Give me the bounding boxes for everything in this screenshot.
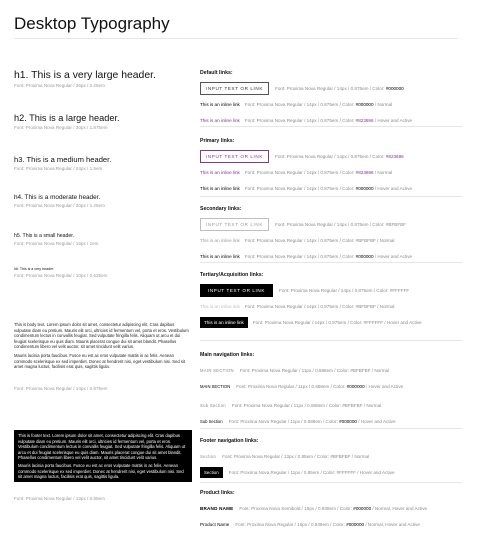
section-divider bbox=[200, 126, 462, 127]
secondary-inline-link[interactable]: This is an inline link bbox=[200, 238, 240, 243]
secondary-inline-link-hover[interactable]: This is an inline link bbox=[200, 254, 240, 259]
body-paragraph: Mauris lacinia porta faucibus. Fusce eu est ac eros vulputate mattis in ac felis. Aenean commodo scelerisque ex sed imperdiet. Donec at hendrerit nisi, eget vestibulum nisi. Sed sit amet magna luctus, facilisis erat quis, sagittis ligula. bbox=[14, 352, 186, 370]
section-title: Product links: bbox=[200, 490, 235, 496]
default-inline-link[interactable]: This is an inline link bbox=[200, 102, 240, 107]
footer-text-sample bbox=[14, 430, 192, 482]
link-spec: Font: Proxima Nova Regular / 14px / 0.875em / Color: #BFBFBF bbox=[275, 222, 406, 227]
h2-sample bbox=[14, 113, 120, 130]
link-spec: Font: Proxima Nova Semibold / 15px / 0.938em / Color: #000000 / Normal, Hover and Active bbox=[239, 506, 428, 511]
section-title: Tertiary/Acquisition links: bbox=[200, 272, 264, 278]
h3-spec: Font: Proxima Nova Regular / 24px / 1.5em bbox=[14, 166, 103, 171]
link-spec: Font: Proxima Nova Regular / 14px / 0.875em / Color: #823696 / Normal bbox=[244, 170, 393, 175]
link-spec: Font: Proxima Nova Regular / 14px / 0.875em / Color: #823696 / Hover and Active bbox=[244, 118, 413, 123]
section-title: Main navigation links: bbox=[200, 352, 255, 358]
tertiary-link-button[interactable]: INPUT TEXT OR LINK bbox=[200, 284, 273, 297]
main-nav-link[interactable]: MAIN SECTION bbox=[200, 368, 234, 373]
secondary-link-button[interactable]: INPUT TEXT OR LINK bbox=[200, 218, 269, 231]
tertiary-inline-link-hover[interactable]: This is an inline link bbox=[200, 317, 248, 328]
link-row bbox=[200, 364, 462, 377]
page-title: Desktop Typography bbox=[14, 14, 170, 33]
body-text-spec: Font: Proxima Nova Regular / 14px / 0.875em bbox=[14, 386, 108, 391]
h2-spec: Font: Proxima Nova Regular / 30px / 1.875em bbox=[14, 125, 108, 130]
link-row bbox=[200, 166, 462, 179]
product-links-section bbox=[200, 490, 462, 534]
link-spec: Font: Proxima Nova Regular / 14px / 0.875em / Color: #BFBFBF / Normal bbox=[244, 304, 395, 309]
section-divider bbox=[200, 482, 462, 483]
h5-sample bbox=[14, 233, 99, 246]
link-spec: Font: Proxima Nova Regular / 14px / 0.875em / Color: #000000 / Normal bbox=[244, 102, 393, 107]
link-spec: Font: Proxima Nova Regular / 14px / 0.875em / Color: #000000 bbox=[275, 86, 404, 91]
h1-spec: Font: Proxima Nova Regular / 36px / 2.25em bbox=[14, 83, 105, 88]
h1-text: h1. This is a very large header. bbox=[14, 70, 156, 81]
link-spec: Font: Proxima Nova Regular / 14px / 0.875em / Color: #823696 bbox=[275, 154, 404, 159]
h6-spec: Font: Proxima Nova Regular / 10px / 0.625em bbox=[14, 273, 108, 278]
h5-spec: Font: Proxima Nova Regular / 16px / 1em bbox=[14, 241, 99, 246]
primary-link-button[interactable]: INPUT TEXT OR LINK bbox=[200, 150, 269, 163]
section-title: Primary links: bbox=[200, 138, 235, 144]
link-row bbox=[200, 82, 462, 95]
h4-text: h4. This is a moderate header. bbox=[14, 194, 101, 201]
tertiary-inline-link[interactable]: This is an inline link bbox=[200, 304, 240, 309]
main-nav-links-section bbox=[200, 352, 462, 431]
secondary-links-section bbox=[200, 206, 462, 266]
link-spec: Font: Proxima Nova Regular / 14px / 0.875em / Color: #FFFFFF / Hover and Active bbox=[252, 320, 422, 325]
primary-links-section bbox=[200, 138, 462, 198]
section-title: Footer navigation links: bbox=[200, 438, 259, 444]
h6-sample bbox=[14, 267, 107, 278]
link-row bbox=[200, 380, 462, 393]
link-spec: Font: Proxima Nova Regular / 14px / 0.875em / Color: #000000 / Hover and Active bbox=[244, 254, 413, 259]
primary-inline-link-hover[interactable]: This is an inline link bbox=[200, 186, 240, 191]
link-spec: Font: Proxima Nova Regular / 11px / 0.688em / Color: #000000 / Hover and Active bbox=[228, 419, 396, 424]
section-title: Default links: bbox=[200, 70, 233, 76]
link-row bbox=[200, 150, 462, 163]
link-spec: Font: Proxima Nova Regular / 14px / 0.875em / Color: #FFFFFF bbox=[279, 288, 410, 293]
section-divider bbox=[200, 196, 462, 197]
tertiary-links-section bbox=[200, 272, 462, 332]
primary-inline-link[interactable]: This is an inline link bbox=[200, 170, 240, 175]
section-divider bbox=[200, 428, 462, 429]
section-divider bbox=[200, 262, 462, 263]
body-text-sample bbox=[14, 322, 192, 373]
h5-text: h5. This is a small header. bbox=[14, 233, 75, 239]
link-spec: Font: Proxima Nova Regular / 11px / 0.85em / Color: #FFFFFF / Hover and Active bbox=[228, 470, 395, 475]
default-link-button[interactable]: INPUT TEXT OR LINK bbox=[200, 82, 269, 95]
h3-text: h3. This is a medium header. bbox=[14, 155, 112, 164]
link-row bbox=[200, 98, 462, 111]
body-paragraph: This is body text. Lorem ipsum dolor sit amet, consectetur adipiscing elit. Cras dapibus vulputate diam eu pretium. Mauris elit orci, ultricies id fermentum vel, porta et eros. Vestibulum condimentum lectus in convallis feugiat. Sed vulputate fringilla felis. Aliquam ut arcu et dui feugiat scelerisque eu quis diam. Mauris placerat congue dui sit amet blandit. Phasellus condimentum libero vel velit auctor, sit amet tincidunt velit varius. bbox=[14, 322, 189, 350]
link-row bbox=[200, 415, 462, 428]
footer-nav-link[interactable]: Section bbox=[200, 454, 217, 459]
link-spec: Font: Proxima Nova Regular / 15px / 0.938em / Color: #000000 / Normal, Hover and Active bbox=[235, 522, 420, 527]
link-row bbox=[200, 518, 462, 531]
h4-spec: Font: Proxima Nova Regular / 20px / 1.25em bbox=[14, 203, 105, 208]
default-links-section bbox=[200, 70, 462, 130]
link-row bbox=[200, 466, 462, 479]
title-divider bbox=[14, 38, 458, 39]
link-row bbox=[200, 300, 462, 313]
link-row bbox=[200, 450, 462, 463]
link-row bbox=[200, 218, 462, 231]
link-spec: Font: Proxima Nova Regular / 11px / 0.688em / Color: #000000 / Hover and Active bbox=[236, 384, 404, 389]
h4-sample bbox=[14, 194, 105, 208]
sub-nav-link[interactable]: Sub Section bbox=[200, 403, 226, 408]
link-spec: Font: Proxima Nova Regular / 11px / 0.688em / Color: #BFBFBF / Normal bbox=[239, 368, 390, 373]
footer-nav-links-section bbox=[200, 438, 462, 482]
footer-paragraph: This is footer text. Lorem ipsum dolor sit amet, consectetur adipiscing elit. Cras dapibus vulputate diam eu pretium. Mauris elit orci, ultricies id fermentum vel, porta et eros. Vestibulum condimentum lectus in convallis feugiat. Sed vulputate fringilla felis. Aliquam ut arcu et dui feugiat scelerisque eu quis diam. Mauris placerat congue dui sit amet blandit. Phasellus condimentum libero vel velit auctor, sit amet tincidunt velit varius. bbox=[18, 433, 186, 461]
product-name-link[interactable]: Product Name bbox=[200, 522, 230, 527]
default-inline-link-hover[interactable]: This is an inline link bbox=[200, 118, 240, 123]
brand-name-link[interactable]: BRAND NAME bbox=[200, 506, 234, 511]
link-row bbox=[200, 234, 462, 247]
link-spec: Font: Proxima Nova Regular / 14px / 0.875em / Color: #BFBFBF / Normal bbox=[244, 238, 395, 243]
link-spec: Font: Proxima Nova Regular / 13px / 0.85em / Color: #BFBFBF / Normal bbox=[222, 454, 370, 459]
sub-nav-link-hover[interactable]: Sub Section bbox=[200, 419, 223, 424]
footer-nav-link-hover[interactable]: Section bbox=[200, 467, 223, 478]
h6-text: h6. This is a very header. bbox=[14, 267, 55, 271]
footer-paragraph: Mauris lacinia porta faucibus. Fusce eu est ac eros vulputate mattis in ac felis. Aenean commodo scelerisque ex sed imperdiet. Donec at hendrerit nisi, eget vestibulum nisi. Sed sit amet magna luctus, facilisis erat quis, sagittis ligula. bbox=[18, 462, 184, 480]
link-spec: Font: Proxima Nova Regular / 14px / 0.875em / Color: #000000 / Hover and Active bbox=[244, 186, 413, 191]
footer-text-spec: Font: Proxima Nova Regular / 13px / 0.85em bbox=[14, 496, 105, 501]
section-divider bbox=[200, 340, 462, 341]
link-row bbox=[200, 502, 462, 515]
h2-text: h2. This is a large header. bbox=[14, 113, 120, 123]
link-row bbox=[200, 399, 462, 412]
main-nav-link-hover[interactable]: MAIN SECTION bbox=[200, 384, 231, 389]
link-row bbox=[200, 182, 462, 195]
link-row bbox=[200, 316, 462, 329]
h3-sample bbox=[14, 155, 111, 171]
link-spec: Font: Proxima Nova Regular / 11px / 0.688em / Color: #BFBFBF / Normal bbox=[231, 403, 382, 408]
link-row bbox=[200, 284, 462, 297]
h1-sample bbox=[14, 70, 156, 88]
section-title: Secondary links: bbox=[200, 206, 242, 212]
